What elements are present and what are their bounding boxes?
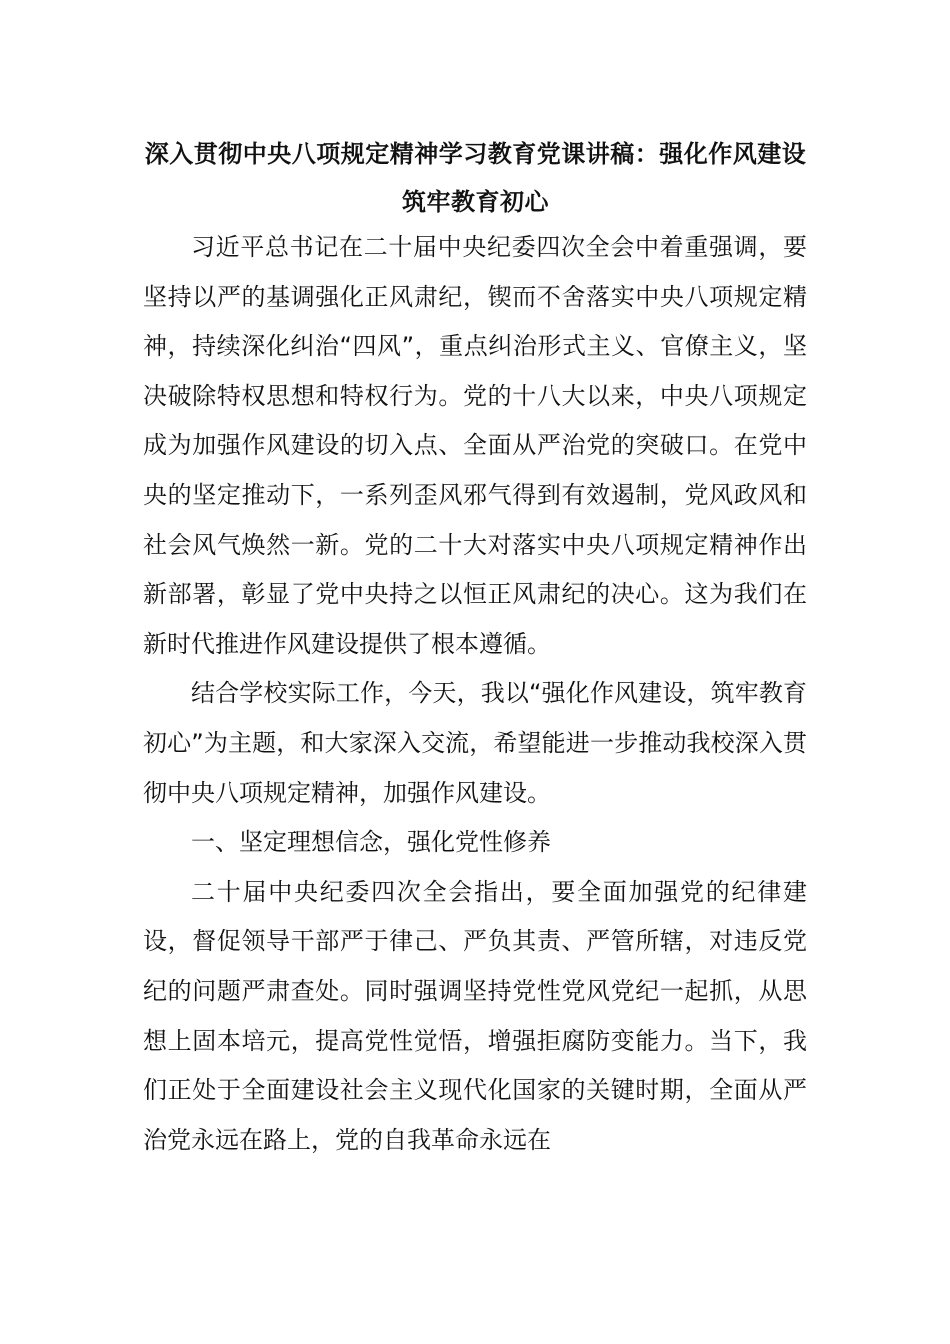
- document-body: [143, 223, 807, 1165]
- paragraph-intro: 习近平总书记在二十届中央纪委四次全会中着重强调，要坚持以严的基调强化正风肃纪，锲而不舍落实中央八项规定精神，持续深化纠治“四风”，重点纠治形式主义、官僚主义，坚决破除特权思想和特权行为。党的十八大以来，中央八项规定成为加强作风建设的切入点、全面从严治党的突破口。在党中央的坚定推动下，一系列歪风邪气得到有效遏制，党风政风和社会风气焕然一新。党的二十大对落实中央八项规定精神作出新部署，彰显了党中央持之以恒正风肃纪的决心。这为我们在新时代推进作风建设提供了根本遵循。: [143, 233, 807, 658]
- document-title: 深入贯彻中央八项规定精神学习教育党课讲稿：强化作风建设筑牢教育初心: [144, 140, 807, 216]
- paragraph-section-one: 二十届中央纪委四次全会指出，要全面加强党的纪律建设，督促领导干部严于律己、严负其责、严管所辖，对违反党纪的问题严肃查处。同时强调坚持党性党风党纪一起抓，从思想上固本培元，提高党性觉悟，增强拒腐防变能力。当下，我们正处于全面建设社会主义现代化国家的关键时期，全面从严治党永远在路上，党的自我革命永远在: [143, 877, 807, 1154]
- section-heading-one: 一、坚定理想信念，强化党性修养: [191, 828, 551, 857]
- paragraph-theme: 结合学校实际工作，今天，我以“强化作风建设，筑牢教育初心”为主题，和大家深入交流，希望能进一步推动我校深入贯彻中央八项规定精神，加强作风建设。: [143, 679, 807, 807]
